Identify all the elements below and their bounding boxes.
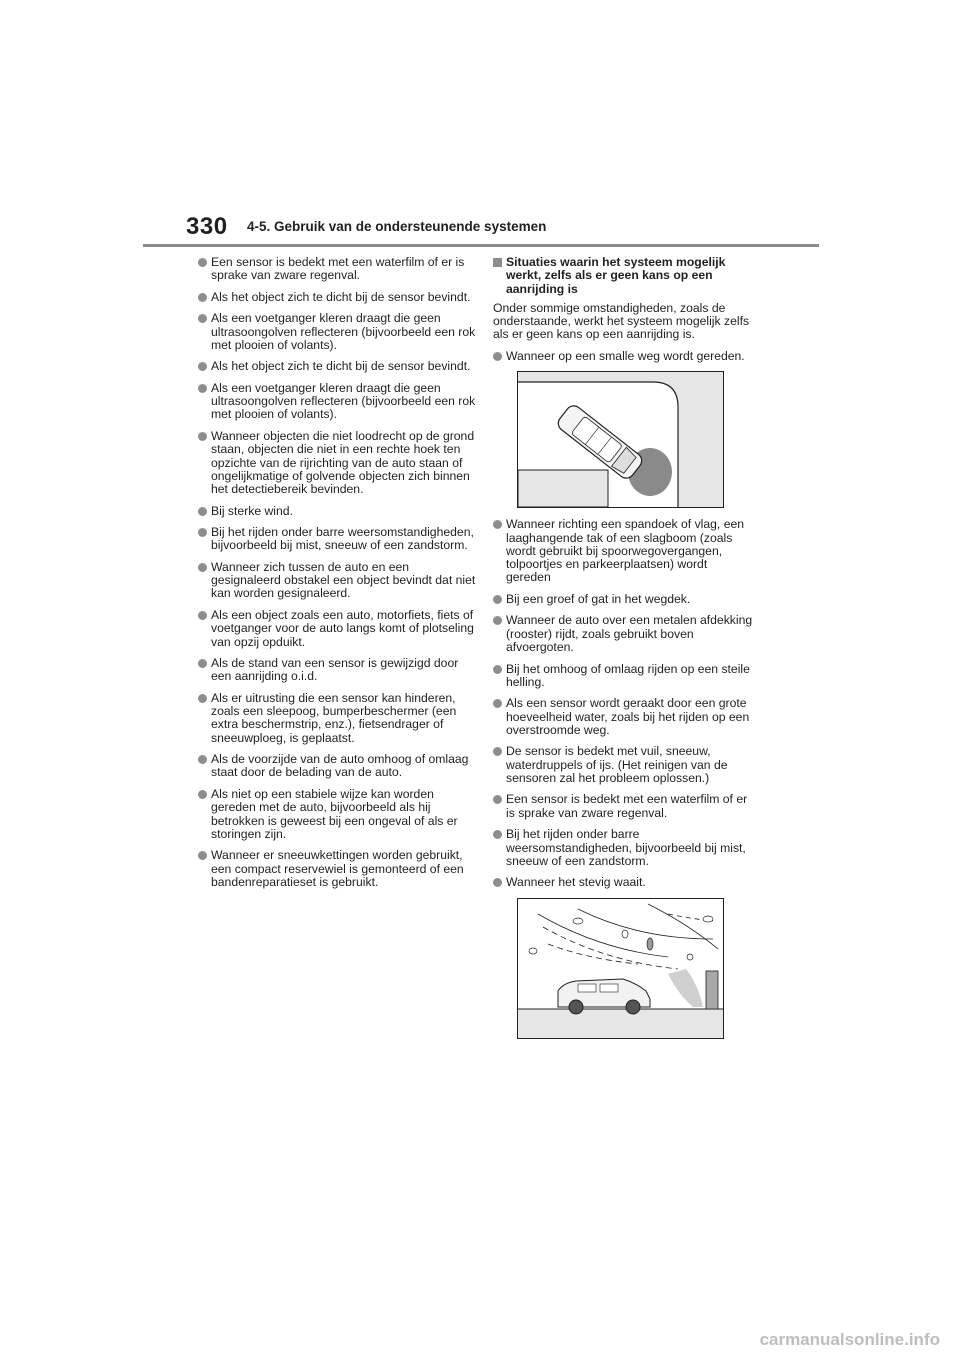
list-item: Wanneer objecten die niet loodrecht op de grond staan, objecten die niet in een rechte hoek ten opzichte van de rijrichting van de auto staan of ongelijkmatige of golvende objecten zich binnen het detectiebereik bevinden. (198, 430, 478, 496)
bullet-icon (198, 293, 207, 302)
bullet-icon (493, 795, 502, 804)
bullet-icon (493, 352, 502, 361)
bullet-icon (198, 755, 207, 764)
bullet-icon (493, 665, 502, 674)
list-item: Bij het rijden onder barre weersomstandigheden, bijvoorbeeld bij mist, sneeuw of een zandstorm. (198, 526, 478, 553)
bullet-icon (198, 362, 207, 371)
narrow-road-diagram (518, 372, 723, 507)
narrow-road-illustration (517, 371, 724, 508)
list-item: Als een voetganger kleren draagt die geen ultrasoongolven reflecteren (bijvoorbeeld een rok met plooien of volants). (198, 312, 478, 352)
bullet-icon (198, 432, 207, 441)
list-item: Bij het omhoog of omlaag rijden op een steile helling. (493, 663, 755, 690)
list-item: Een sensor is bedekt met een waterfilm of er is sprake van zware regenval. (198, 256, 478, 283)
page-header (0, 0, 960, 250)
list-item: Bij het rijden onder barre weersomstandigheden, bijvoorbeeld bij mist, sneeuw of een zandstorm. (493, 828, 755, 868)
section-heading: Situaties waarin het systeem mogelijk werkt, zelfs als er geen kans op een aanrijding is (493, 256, 755, 296)
bullet-icon (198, 384, 207, 393)
list-item: Als niet op een stabiele wijze kan worden gereden met de auto, bijvoorbeeld als hij betrokken is geweest bij een ongeval of als er storingen zijn. (198, 788, 478, 841)
bullet-icon (198, 790, 207, 799)
right-column (493, 256, 755, 1049)
list-item: Als een object zoals een auto, motorfiets, fiets of voetganger voor de auto langs komt of plotseling van opzij opduikt. (198, 609, 478, 649)
bullet-icon (198, 528, 207, 537)
watermark: carmanualsonline.info (759, 1330, 940, 1349)
bullet-icon (493, 616, 502, 625)
bullet-icon (198, 314, 207, 323)
strong-wind-diagram (518, 899, 723, 1038)
bullet-icon (198, 851, 207, 860)
chapter-title: 4-5. Gebruik van de ondersteunende systemen (247, 219, 547, 234)
list-item: Een sensor is bedekt met een waterfilm of er is sprake van zware regenval. (493, 793, 755, 820)
list-item: Als een sensor wordt geraakt door een grote hoeveelheid water, zoals bij het rijden op een overstroomde weg. (493, 697, 755, 737)
list-item: Als de stand van een sensor is gewijzigd door een aanrijding o.i.d. (198, 657, 478, 684)
bullet-icon (198, 611, 207, 620)
list-item: Als de voorzijde van de auto omhoog of omlaag staat door de belading van de auto. (198, 753, 478, 780)
bullet-icon (198, 659, 207, 668)
square-bullet-icon (493, 258, 502, 267)
bullet-icon (493, 699, 502, 708)
bullet-icon (198, 563, 207, 572)
list-item: Wanneer het stevig waait. (493, 876, 755, 889)
bullet-icon (198, 507, 207, 516)
list-item: Wanneer er sneeuwkettingen worden gebruikt, een compact reservewiel is gemonteerd of een bandenreparatieset is gebruikt. (198, 849, 478, 889)
list-item: Wanneer op een smalle weg wordt gereden. (493, 350, 755, 363)
bullet-icon (493, 830, 502, 839)
left-column (198, 256, 478, 897)
list-item: Als er uitrusting die een sensor kan hinderen, zoals een sleepoog, bumperbeschermer (een extra beschermstrip, enz.), fietsendrager of sneeuwploeg, is geplaatst. (198, 692, 478, 745)
list-item: Als het object zich te dicht bij de sensor bevindt. (198, 360, 478, 373)
list-item: Wanneer de auto over een metalen afdekking (rooster) rijdt, zoals gebruikt boven afvoergoten. (493, 614, 755, 654)
intro-paragraph: Onder sommige omstandigheden, zoals de onderstaande, werkt het systeem mogelijk zelfs als er geen kans op een aanrijding is. (493, 300, 750, 342)
bullet-icon (493, 747, 502, 756)
bullet-icon (493, 878, 502, 887)
bullet-icon (493, 520, 502, 529)
bullet-icon (493, 595, 502, 604)
list-item: De sensor is bedekt met vuil, sneeuw, waterdruppels of ijs. (Het reinigen van de sensoren zal het probleem oplossen.) (493, 745, 755, 785)
header-divider (143, 244, 819, 247)
strong-wind-illustration (517, 898, 724, 1039)
bullet-icon (198, 258, 207, 267)
bullet-icon (198, 694, 207, 703)
list-item: Bij sterke wind. (198, 505, 478, 518)
page-number: 330 (186, 213, 228, 240)
page-footer (0, 1288, 960, 1358)
list-item: Wanneer richting een spandoek of vlag, een laaghangende tak of een slagboom (zoals wordt gebruikt bij spoorwegovergangen, tolpoortjes en parkeerplaatsen) wordt gereden (493, 518, 755, 584)
list-item: Als een voetganger kleren draagt die geen ultrasoongolven reflecteren (bijvoorbeeld een rok met plooien of volants). (198, 382, 478, 422)
list-item: Als het object zich te dicht bij de sensor bevindt. (198, 291, 478, 304)
list-item: Wanneer zich tussen de auto en een gesignaleerd obstakel een object bevindt dat niet kan worden gesignaleerd. (198, 561, 478, 601)
list-item: Bij een groef of gat in het wegdek. (493, 593, 755, 606)
